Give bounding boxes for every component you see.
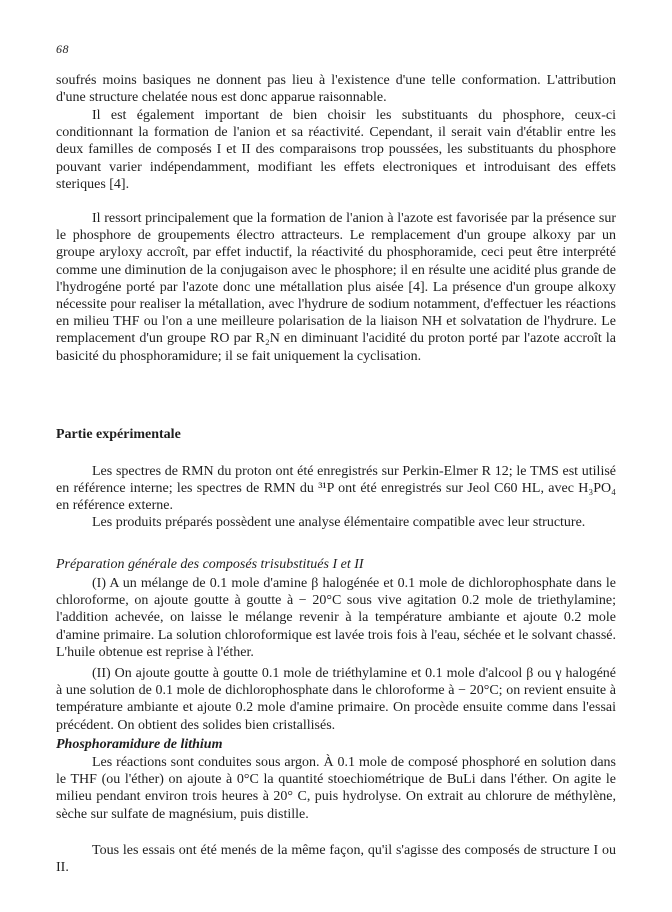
paragraph-rmn: Les spectres de RMN du proton ont été enregistrés sur Perkin-Elmer R 12; le TMS est utilisé en référence interne; les spectres de RMN du ³¹P ont été enregistrés sur Jeol C60 HL, avec H₃PO₄ en référence externe. [56, 464, 616, 514]
paragraph-substituants: Il est également important de bien choisir les substituants du phosphore, ceux-ci conditionnant la formation de l'anion et sa réactivité. Cependant, il serait vain d'établir entre les deux familles de composés I et II des comparaisons trop poussées, les substituants du phosphore pouvant varier indépendamment, modifiant les effets electroniques et introduisant des effets steriques [4]. [56, 108, 616, 192]
page-number: 68 [56, 42, 69, 56]
paragraph-lithium: Les réactions sont conduites sous argon. À 0.1 mole de composé phosphoré en solution dans le THF (ou l'éther) on ajoute à 0°C la quantité stoechiométrique de BuLi dans l'éther. On agite le milieu pendant environ trois heures à 20° C, puis hydrolyse. On extrait au chlorure de méthylène, sèche sur sulfate de magnésium, puis distille. [56, 755, 616, 822]
paragraph-essais: Tous les essais ont été menés de la même façon, qu'il s'agisse des composés de structure I ou II. [56, 843, 616, 876]
paragraph-conformation: soufrés moins basiques ne donnent pas lieu à l'existence d'une telle conformation. L'attribution d'une structure chelatée nous est donc apparue raisonnable. [56, 73, 616, 106]
section-heading-partie-experimentale: Partie expérimentale [56, 427, 181, 442]
paragraph-analyse: Les produits préparés possèdent une analyse élémentaire compatible avec leur structure. [92, 515, 586, 530]
subsection-heading-phosphoramidure: Phosphoramidure de lithium [56, 737, 223, 752]
subsection-heading-preparation: Préparation générale des composés trisubstitués I et II [56, 557, 364, 572]
paragraph-anion-azote: Il ressort principalement que la formation de l'anion à l'azote est favorisée par la présence sur le phosphore de groupements électro attracteurs. Le remplacement d'un groupe alkoxy par un groupe aryloxy accroît, par effet inductif, la réactivité du phosphoramide, ceci peut être interprété comme une diminution de la conjugaison avec le phosphore; il en résulte une acidité plus grande de l'hydrogéne porté par l'azote donc une métallation plus aisée [4]. La présence d'un groupe alkoxy nécessite pour realiser la métallation, avec l'hydrure de sodium notamment, d'effectuer les réactions en milieu THF ou l'on a une meilleure polarisation de la liaison NH et solvatation de l'hydrure. Le remplacement d'un groupe RO par R₂N en diminuant l'acidité du proton porté par l'azote accroît la basicité du phosphoramidure; il se fait uniquement la cyclisation. [56, 211, 616, 364]
paragraph-procedure-II: (II) On ajoute goutte à goutte 0.1 mole de triéthylamine et 0.1 mole d'alcool β ou γ halogéné à une solution de 0.1 mole de dichlorophosphate dans le chloroforme à − 20°C; on revient ensuite à température ambiante et ajoute 0.2 mole d'amine primaire. On procède ensuite comme dans l'essai précédent. On obtient des solides bien cristallisés. [56, 666, 616, 733]
paragraph-procedure-I: (I) A un mélange de 0.1 mole d'amine β halogénée et 0.1 mole de dichlorophosphate dans le chloroforme, on ajoute goutte à goutte à − 20°C sous vive agitation 0.2 mole de triethylamine; l'addition achevée, on laisse le mélange revenir à la température ambiante et ajoute 0.2 mole d'amine primaire. La solution chloroformique est lavée trois fois à l'eau, séchée et le solvant chassé. L'huile obtenue est reprise à l'éther. [56, 576, 616, 660]
